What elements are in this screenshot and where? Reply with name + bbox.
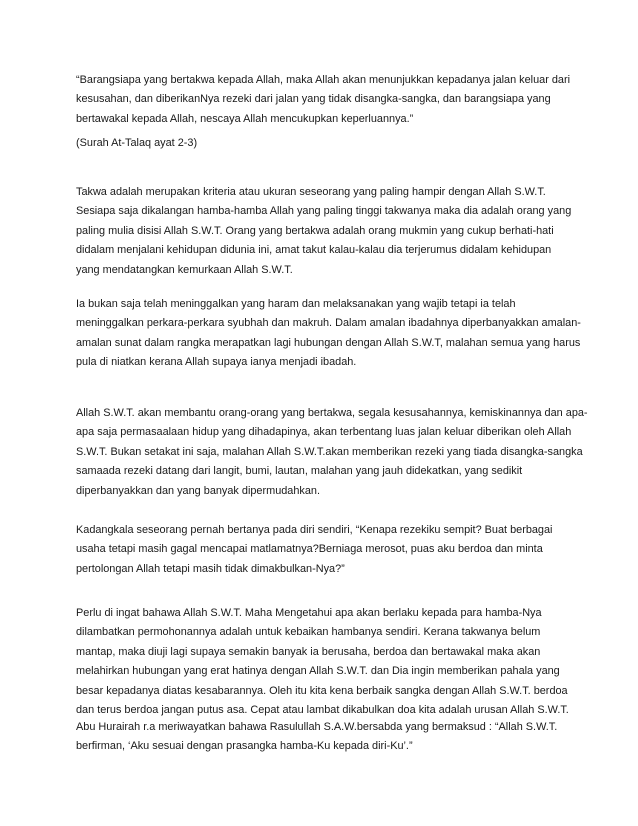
hadith-paragraph bbox=[76, 718, 576, 757]
text-line: Sesiapa saja dikalangan hamba-hamba Allah yang paling tinggi takwanya maka dia adalah orang yang bbox=[76, 205, 572, 218]
text-line: Perlu di ingat bahawa Allah S.W.T. Maha Mengetahui apa akan berlaku kepada para hamba-Nya bbox=[76, 607, 542, 619]
text-line: usaha tetapi masih gagal mencapai matlamatnya?Berniaga merosot, puas aku berdoa dan minta bbox=[76, 543, 543, 556]
text-line: Allah S.W.T. akan membantu orang-orang yang bertakwa, segala kesusahannya, kemiskinannya dan apa- bbox=[76, 407, 588, 419]
text-line: “Barangsiapa yang bertakwa kepada Allah, maka Allah akan menunjukkan kepadanya jalan keluar dari bbox=[76, 74, 571, 86]
text-line: pertolongan Allah tetapi masih tidak dimakbulkan-Nya?” bbox=[76, 562, 345, 575]
body-paragraph bbox=[76, 295, 581, 373]
text-line: Abu Hurairah r.a meriwayatkan bahawa Rasulullah S.A.W.bersabda yang bermaksud : “Allah S.W.T. bbox=[76, 721, 558, 733]
text-line: (Surah At-Talaq ayat 2-3) bbox=[76, 137, 198, 149]
text-line: mantap, maka diuji lagi supaya semakin banyak ia berusaha, berdoa dan bertawakal maka akan bbox=[76, 645, 541, 658]
text-line: S.W.T. Bukan setakat ini saja, malahan Allah S.W.T.akan memberikan rezeki yang tiada disangka-sangka bbox=[76, 445, 583, 458]
text-line: bertawakal kepada Allah, nescaya Allah mencukupkan keperluannya.” bbox=[76, 112, 414, 125]
text-line: besar kepadanya diatas kesabarannya. Oleh itu kita kena berbaik sangka dengan Allah S.W.T. berdoa bbox=[76, 684, 568, 697]
text-line: diperbanyakkan dan yang banyak dipermudahkan. bbox=[76, 484, 321, 497]
text-line: pula di niatkan kerana Allah supaya ianya menjadi ibadah. bbox=[76, 356, 357, 369]
text-line: yang mendatangkan kemurkaan Allah S.W.T. bbox=[76, 263, 293, 276]
body-paragraph bbox=[76, 521, 576, 579]
text-line: amalan sunat dalam rangka merapatkan lagi hubungan dengan Allah S.W.T, malahan semua yang harus bbox=[76, 336, 581, 349]
text-line: Kadangkala seseorang pernah bertanya pada diri sendiri, “Kenapa rezekiku sempit? Buat berbagai bbox=[76, 524, 553, 536]
text-line: samaada rezeki datang dari langit, bumi, lautan, malahan yang jauh didekatkan, yang sedikit bbox=[76, 465, 523, 478]
text-line: dan terus berdoa jangan putus asa. Cepat atau lambat dikabulkan doa kita adalah urusan Allah S.W.T. bbox=[76, 704, 569, 717]
body-paragraph bbox=[76, 183, 576, 280]
quote-paragraph bbox=[76, 71, 576, 129]
text-line: Takwa adalah merupakan kriteria atau ukuran seseorang yang paling hampir dengan Allah S.W.T. bbox=[76, 186, 546, 198]
citation-paragraph bbox=[76, 134, 576, 153]
body-paragraph bbox=[76, 604, 576, 720]
text-line: Ia bukan saja telah meninggalkan yang haram dan melaksanakan yang wajib tetapi ia telah bbox=[76, 298, 516, 310]
text-line: berfirman, ‘Aku sesuai dengan prasangka hamba-Ku kepada diri-Ku’.” bbox=[76, 740, 413, 753]
text-line: meninggalkan perkara-perkara syubhah dan makruh. Dalam amalan ibadahnya diperbanyakkan amalan- bbox=[76, 317, 581, 330]
text-line: apa saja permasaalaan hidup yang dihadapinya, akan terbentang luas jalan keluar diberikan oleh Allah bbox=[76, 426, 572, 439]
text-line: melahirkan hubungan yang erat hatinya dengan Allah S.W.T. dan Dia ingin memberikan pahala yang bbox=[76, 665, 560, 678]
text-line: didalam menjalani kehidupan didunia ini, amat takut kalau-kalau dia terjerumus didalam kehidupan bbox=[76, 244, 552, 257]
body-paragraph bbox=[76, 404, 588, 501]
text-line: dilambatkan permohonannya adalah untuk kebaikan hambanya sendiri. Kerana takwanya belum bbox=[76, 626, 541, 639]
text-line: kesusahan, dan diberikanNya rezeki dari jalan yang tidak disangka-sangka, dan barangsiapa yang bbox=[76, 93, 551, 106]
text-line: paling mulia disisi Allah S.W.T. Orang yang bertakwa adalah orang mukmin yang cukup berhati-hati bbox=[76, 224, 554, 237]
